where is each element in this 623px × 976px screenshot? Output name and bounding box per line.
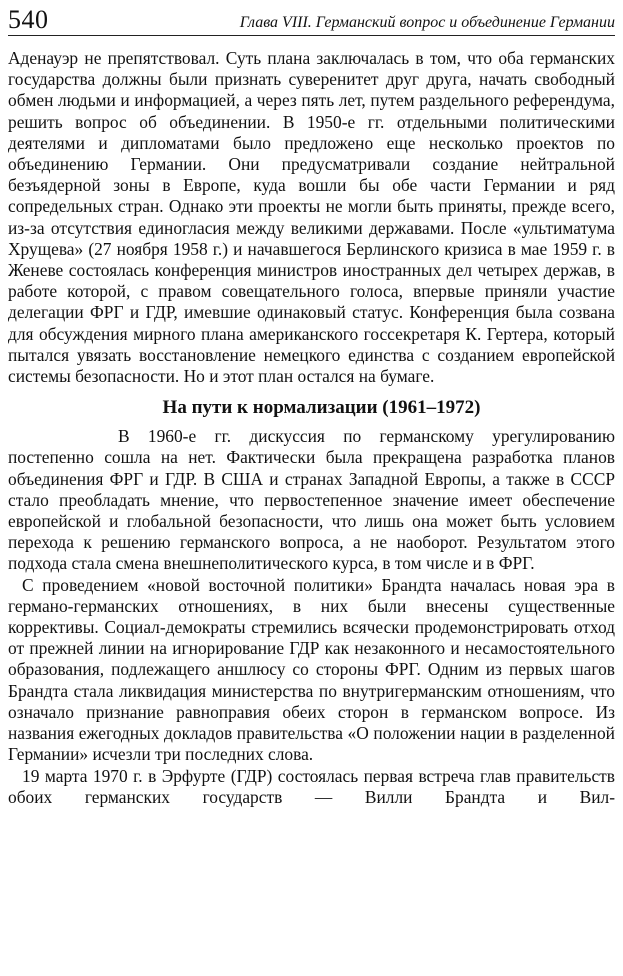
running-head	[8, 6, 615, 36]
paragraph: В 1960-е гг. дискуссия по германскому урегулированию постепенно сошла на нет. Фактически была прекращена разработка планов объединения ФРГ и ГДР. В США и странах Западной Европы, а также в СССР стало преобладать мнение, что первостепенное значение имеет обеспечение европейской и глобальной безопасности, что лишь она может быть условием перехода к решению германского вопроса, а не наоборот. Результатом этого подхода стала смена внешнеполитического курса, в том числе и в ФРГ.	[8, 426, 615, 574]
page-number: 540	[8, 5, 49, 34]
paragraph-last: 19 марта 1970 г. в Эрфурте (ГДР) состоялась первая встреча глав правительств обоих германских государств — Вилли Брандта и Вил-	[8, 765, 615, 807]
body-text	[8, 48, 615, 808]
paragraph-continuation: Аденауэр не препятствовал. Суть плана заключалась в том, что оба германских государства должны были признать суверенитет друг друга, начать свободный обмен людьми и информацией, а через пять лет, путем раздельного референдума, решить вопрос об объединении. В 1950-е гг. отдельными политическими деятелями и дипломатами было предложено еще несколько проектов по объединению Германии. Они предусматривали создание нейтральной безъядерной зоны в Европе, куда вошли бы обе части Германии и ряд сопредельных стран. Однако эти проекты не могли быть приняты, прежде всего, из-за отсутствия единогласия между великими державами. После «ультиматума Хрущева» (27 ноября 1958 г.) и начавшегося Берлинского кризиса в мае 1959 г. в Женеве состоялась конференция министров иностранных дел четырех держав, в работе которой, с правом совещательного голоса, впервые приняли участие делегации ФРГ и ГДР, имевшие одинаковый статус. Конференция была созвана для обсуждения мирного плана американского госсекретаря К. Гертера, который пытался увязать восстановление немецкого единства с созданием европейской системы безопасности. Но и этот план остался на бумаге.	[8, 48, 615, 387]
paragraph: С проведением «новой восточной политики» Брандта началась новая эра в германо-германских отношениях, в них были внесены существенные коррективы. Социал-демократы стремились всячески продемонстрировать отход от прежней линии на игнорирование ГДР как незаконного и несамостоятельного образования, подлежащего аншлюсу со стороны ФРГ. Одним из первых шагов Брандта стала ликвидация министерства по внутригерманским отношениям, что означало признание равноправия обеих сторон в германском вопросе. Из названия ежегодных докладов правительства «О положении нации в разделенной Германии» исчезли три последних слова.	[8, 574, 615, 765]
section-heading: На пути к нормализации (1961–1972)	[162, 397, 481, 419]
chapter-title: Глава VIII. Германский вопрос и объединение Германии	[239, 14, 615, 31]
